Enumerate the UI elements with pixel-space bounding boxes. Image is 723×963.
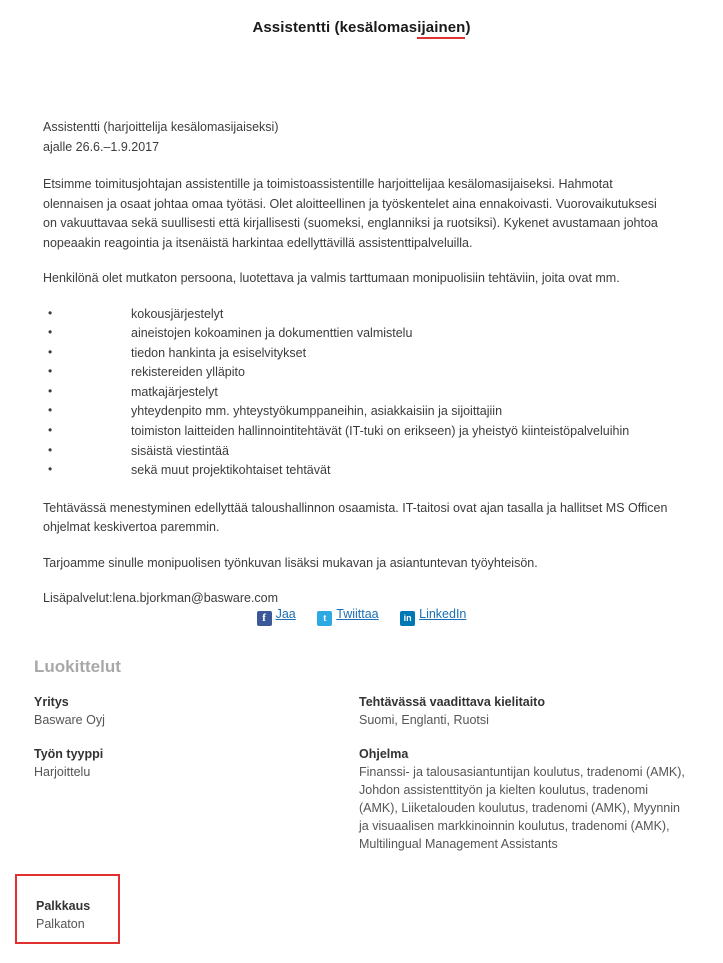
classifications-left-column (34, 693, 354, 797)
job-lead (43, 118, 673, 157)
field-salary (17, 876, 118, 933)
linkedin-icon: in (400, 611, 415, 626)
share-twitter[interactable] (317, 607, 378, 626)
list-item: • toimiston laitteiden hallinnointitehtävät (IT-tuki on erikseen) ja yheistyö kiinteistöpalveluihin (43, 422, 673, 442)
share-facebook[interactable] (257, 607, 296, 626)
job-title (252, 19, 470, 36)
task-list (43, 305, 673, 481)
field-value: Basware Oyj (34, 713, 105, 727)
facebook-icon: f (257, 611, 272, 626)
paragraph-requirements: Tehtävässä menestyminen edellyttää taloushallinnon osaamista. IT-taitosi ovat ajan tasalla ja hallitset MS Officen ohjelmat keskivertoa paremmin. (43, 500, 668, 535)
list-item: • kokousjärjestelyt (43, 305, 673, 325)
lead-line-2: ajalle 26.6.–1.9.2017 (43, 139, 160, 154)
paragraph-intro: Etsimme toimitusjohtajan assistentille ja toimistoassistentille harjoittelijaa kesälomasijaiseksi. Hahmotat olennaisen ja osaat johtaa omaa työtäsi. Olet aloitteellinen ja työskentelet aina ennakoivasti. Vuorovaikutuksesi on vakuuttavaa sekä suullisesti että kirjallisesti (suomeksi, englanniksi ja ruotsiksi). Kykenet avustamaan johtoa nopeaakin reagointia ja itsenäistä harkintaa edellyttävillä assistenttipalveluilla. (43, 177, 658, 250)
field-label: Ohjelma (359, 747, 409, 761)
classifications-heading: Luokittelut (34, 657, 121, 676)
list-item: • rekistereiden ylläpito (43, 363, 673, 383)
field-label: Yritys (34, 695, 69, 709)
field-languages (359, 693, 689, 729)
lead-line-1: Assistentti (harjoittelija kesälomasijaiseksi) (43, 120, 279, 134)
classifications-right-column (359, 693, 689, 869)
job-title-prefix: Assistentti (kesälomas (252, 19, 418, 36)
field-value: Harjoittelu (34, 765, 91, 779)
social-share-row (0, 607, 723, 626)
field-company (34, 693, 354, 729)
field-label: Tehtävässä vaadittava kielitaito (359, 695, 545, 709)
share-twitter-label[interactable]: Twiittaa (336, 607, 379, 621)
job-title-suffix: ) (465, 19, 471, 36)
twitter-icon: t (317, 611, 332, 626)
share-linkedin[interactable] (400, 607, 466, 626)
list-item: • sisäistä viestintää (43, 442, 673, 462)
page-title (0, 0, 723, 37)
field-value: Suomi, Englanti, Ruotsi (359, 713, 489, 727)
job-title-highlight: ijainen (417, 19, 465, 39)
share-facebook-label[interactable]: Jaa (275, 607, 296, 621)
paragraph-personality: Henkilönä olet mutkaton persoona, luotettava ja valmis tarttumaan monipuolisiin tehtäviin, joita ovat mm. (43, 271, 620, 285)
list-item: • sekä muut projektikohtaiset tehtävät (43, 461, 673, 481)
field-label: Työn tyyppi (34, 747, 104, 761)
salary-highlight-box (15, 874, 120, 944)
paragraph-contact: Lisäpalvelut:lena.bjorkman@basware.com (43, 591, 279, 606)
field-value: Palkaton (36, 917, 85, 931)
field-value: Finanssi- ja talousasiantuntijan koulutus, tradenomi (AMK), Johdon assistenttityön ja kielten koulutus, tradenomi (AMK), Liiketalouden koulutus, tradenomi (AMK), Myynnin ja visuaalisen markkinoinnin koulutus, tradenomi (AMK), Multilingual Management Assistants (359, 765, 685, 851)
list-item: • yhteydenpito mm. yhteystyökumppaneihin, asiakkaisiin ja sijoittajiin (43, 402, 673, 422)
list-item: • aineistojen kokoaminen ja dokumenttien valmistelu (43, 324, 673, 344)
field-label: Palkkaus (36, 899, 91, 913)
list-item: • tiedon hankinta ja esiselvitykset (43, 344, 673, 364)
paragraph-offer: Tarjoamme sinulle monipuolisen työnkuvan lisäksi mukavan ja asiantuntevan työyhteisön. (43, 555, 538, 570)
job-description (43, 118, 673, 625)
share-linkedin-label[interactable]: LinkedIn (419, 607, 467, 621)
list-item: • matkajärjestelyt (43, 383, 673, 403)
field-program (359, 745, 689, 853)
field-job-type (34, 745, 354, 781)
